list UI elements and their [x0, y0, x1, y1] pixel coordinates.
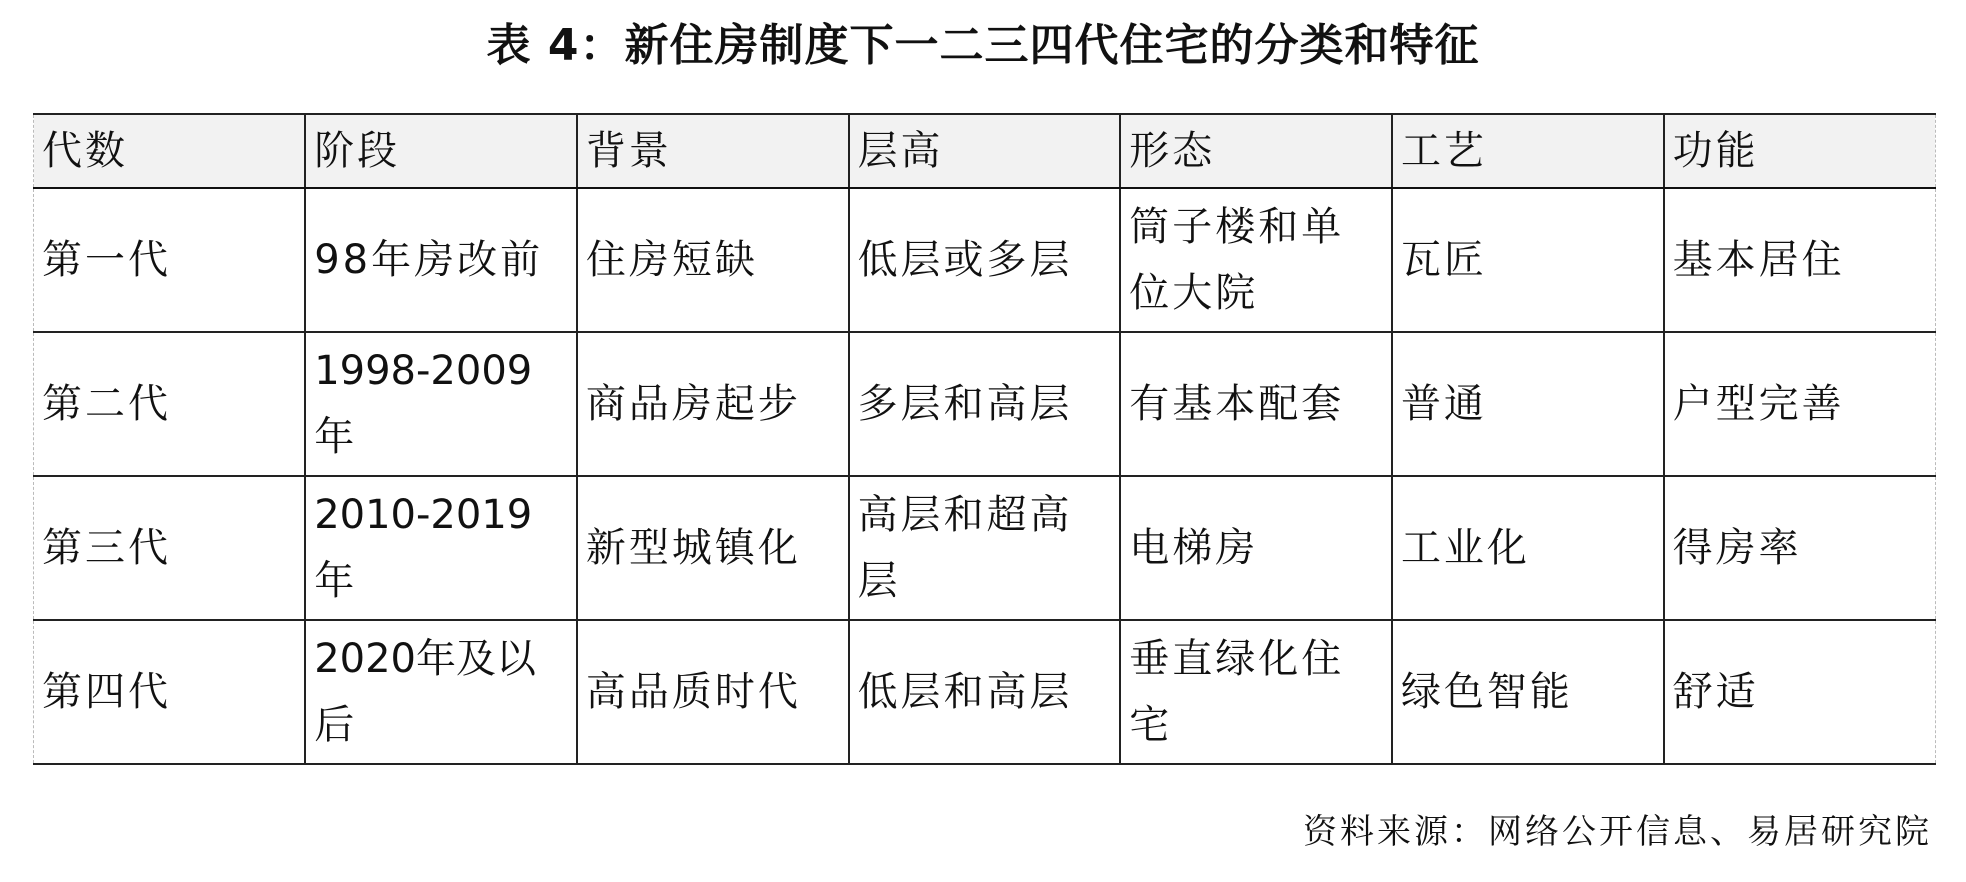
housing-generations-table	[33, 113, 1936, 765]
cell-generation: 第三代	[34, 476, 306, 620]
table-header-row	[34, 114, 1936, 188]
cell-background: 商品房起步	[577, 332, 849, 476]
cell-background: 新型城镇化	[577, 476, 849, 620]
cell-background: 高品质时代	[577, 620, 849, 764]
cell-stage: 2020年及以后	[305, 620, 577, 764]
table-row	[34, 332, 1936, 476]
cell-craft: 普通	[1392, 332, 1664, 476]
cell-background: 住房短缺	[577, 188, 849, 332]
cell-height: 低层或多层	[849, 188, 1121, 332]
header-form: 形态	[1120, 114, 1392, 188]
table-row	[34, 476, 1936, 620]
cell-height: 多层和高层	[849, 332, 1121, 476]
cell-generation: 第四代	[34, 620, 306, 764]
header-height: 层高	[849, 114, 1121, 188]
cell-generation: 第一代	[34, 188, 306, 332]
cell-function: 得房率	[1664, 476, 1936, 620]
cell-form: 有基本配套	[1120, 332, 1392, 476]
cell-form: 筒子楼和单位大院	[1120, 188, 1392, 332]
cell-stage: 1998-2009年	[305, 332, 577, 476]
cell-height: 高层和超高层	[849, 476, 1121, 620]
header-function: 功能	[1664, 114, 1936, 188]
table-title: 表 4：新住房制度下一二三四代住宅的分类和特征	[486, 20, 1480, 71]
cell-craft: 绿色智能	[1392, 620, 1664, 764]
header-craft: 工艺	[1392, 114, 1664, 188]
table-row	[34, 620, 1936, 764]
cell-form: 垂直绿化住宅	[1120, 620, 1392, 764]
table-row	[34, 188, 1936, 332]
cell-craft: 瓦匠	[1392, 188, 1664, 332]
cell-generation: 第二代	[34, 332, 306, 476]
cell-craft: 工业化	[1392, 476, 1664, 620]
header-background: 背景	[577, 114, 849, 188]
cell-height: 低层和高层	[849, 620, 1121, 764]
cell-stage: 2010-2019年	[305, 476, 577, 620]
cell-function: 户型完善	[1664, 332, 1936, 476]
cell-form: 电梯房	[1120, 476, 1392, 620]
header-stage: 阶段	[305, 114, 577, 188]
header-generation: 代数	[34, 114, 306, 188]
cell-function: 舒适	[1664, 620, 1936, 764]
cell-stage: 98年房改前	[305, 188, 577, 332]
cell-function: 基本居住	[1664, 188, 1936, 332]
source-note: 资料来源：网络公开信息、易居研究院	[1303, 812, 1932, 852]
